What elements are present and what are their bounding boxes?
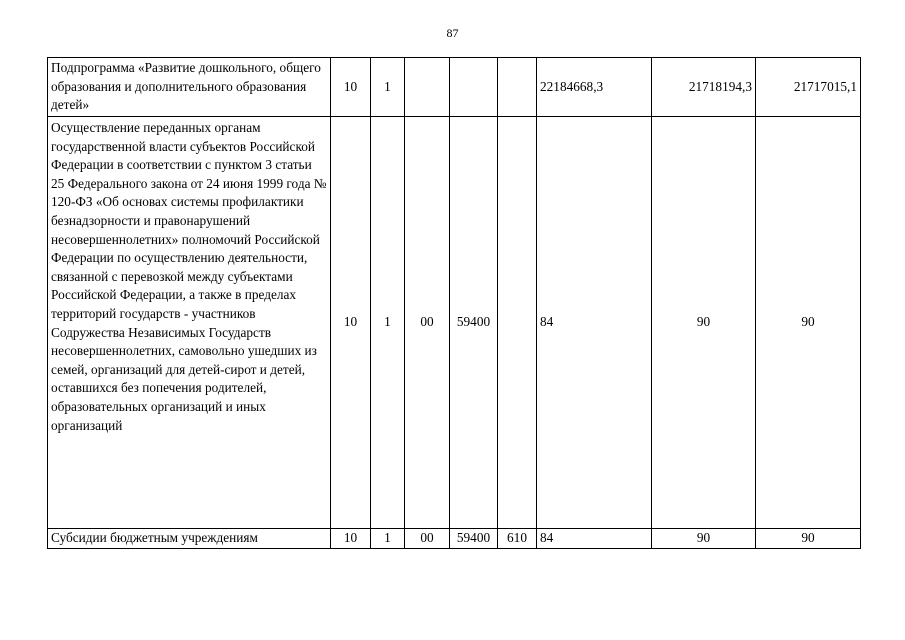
expense-type-code — [498, 117, 537, 529]
table-row — [48, 529, 861, 549]
section-code: 10 — [331, 529, 371, 549]
table-row — [48, 117, 861, 529]
target-article-code-part1: 00 — [405, 529, 450, 549]
row-name: Субсидии бюджетным учреждениям — [48, 529, 331, 549]
amount-year-3: 90 — [756, 117, 861, 529]
expense-type-code — [498, 58, 537, 117]
target-article-code-part1: 00 — [405, 117, 450, 529]
amount-year-3: 90 — [756, 529, 861, 549]
row-name: Подпрограмма «Развитие дошкольного, общего образования и дополнительного образования детей» — [48, 58, 331, 117]
section-code: 10 — [331, 58, 371, 117]
row-name: Осуществление переданных органам государственной власти субъектов Российской Федерации в соответствии с пунктом 3 статьи 25 Федерального закона от 24 июня 1999 года № 120-ФЗ «Об основах системы профилактики безнадзорности и правонарушений несовершеннолетних» полномочий Российской Федерации по осуществлению деятельности, связанной с перевозкой между субъектами Российской Федерации, а также в пределах территорий государств - участников Содружества Независимых Государств несовершеннолетних, самовольно ушедших из семей, организаций для детей-сирот и детей, оставшихся без попечения родителей, образовательных организаций и иных организаций — [48, 117, 331, 529]
amount-year-2: 21718194,3 — [652, 58, 756, 117]
target-article-code-part2: 59400 — [450, 117, 498, 529]
section-code: 10 — [331, 117, 371, 529]
amount-year-1: 84 — [537, 529, 652, 549]
target-article-code-part1 — [405, 58, 450, 117]
amount-year-2: 90 — [652, 117, 756, 529]
target-article-code-part2: 59400 — [450, 529, 498, 549]
page-number: 87 — [446, 26, 459, 40]
subsection-code: 1 — [371, 58, 405, 117]
budget-table — [47, 57, 861, 549]
target-article-code-part2 — [450, 58, 498, 117]
amount-year-1: 84 — [537, 117, 652, 529]
table-row — [48, 58, 861, 117]
amount-year-3: 21717015,1 — [756, 58, 861, 117]
expense-type-code: 610 — [498, 529, 537, 549]
amount-year-2: 90 — [652, 529, 756, 549]
amount-year-1: 22184668,3 — [537, 58, 652, 117]
subsection-code: 1 — [371, 529, 405, 549]
subsection-code: 1 — [371, 117, 405, 529]
